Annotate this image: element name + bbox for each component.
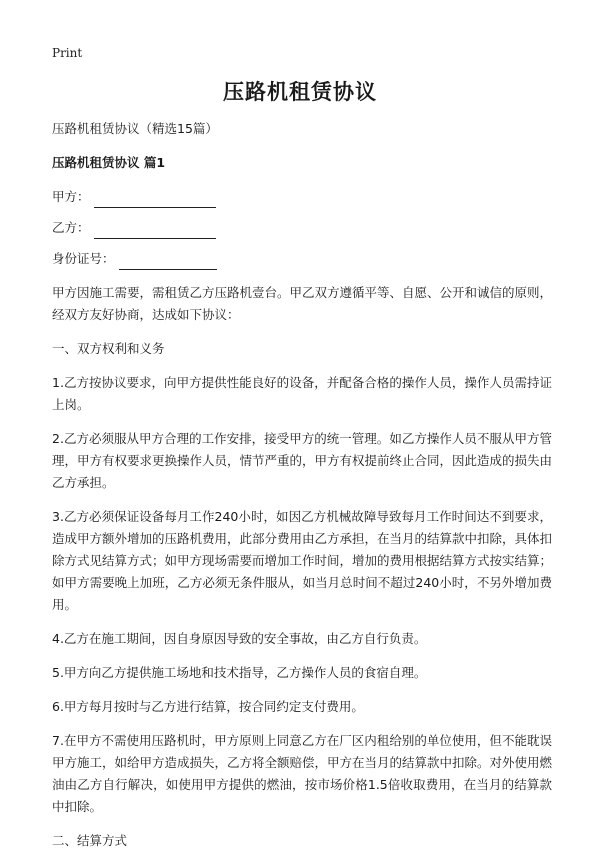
party-b-field xyxy=(52,217,552,239)
clause-5: 5.甲方向乙方提供施工场地和技术指导，乙方操作人员的食宿自理。 xyxy=(52,665,427,680)
clause-7: 7.在甲方不需使用压路机时，甲方原则上同意乙方在厂区内租给别的单位使用，但不能耽误甲方施工，如给甲方造成损失，乙方将全额赔偿，甲方在当月的结算款中扣除。对外使用燃油由乙方自行解决，如使用甲方提供的燃油，按市场价格1.5倍收取费用，在当月的结算款中扣除。 xyxy=(52,733,553,814)
clause-1: 1.乙方按协议要求，向甲方提供性能良好的设备，并配备合格的操作人员，操作人员需持证上岗。 xyxy=(52,375,552,412)
id-number-field xyxy=(52,248,552,270)
print-link[interactable]: Print xyxy=(52,46,83,60)
document-subtitle: 压路机租赁协议（精选15篇） xyxy=(52,121,218,136)
clause-6: 6.甲方每月按时与乙方进行结算，按合同约定支付费用。 xyxy=(52,699,364,714)
party-b-blank xyxy=(94,222,216,239)
document-body xyxy=(52,118,552,864)
party-a-label: 甲方： xyxy=(52,189,90,204)
heading-rights: 一、双方权利和义务 xyxy=(52,341,165,356)
party-a-blank xyxy=(94,191,216,208)
intro-paragraph: 甲方因施工需要，需租赁乙方压路机壹台。甲乙双方遵循平等、自愿、公开和诚信的原则，经双方友好协商，达成如下协议： xyxy=(52,285,553,322)
party-b-label: 乙方： xyxy=(52,220,90,235)
clause-3: 3.乙方必须保证设备每月工作240小时，如因乙方机械故障导致每月工作时间达不到要求，造成甲方额外增加的压路机费用，此部分费用由乙方承担，在当月的结算款中扣除，具体扣除方式见结算方式；如甲方现场需要而增加工作时间，增加的费用根据结算方式按实结算；如甲方需要晚上加班，乙方必须无条件服从，如当月总时间不超过240小时，不另外增加费用。 xyxy=(52,509,553,612)
heading-settlement: 二、结算方式 xyxy=(52,833,128,848)
clause-2: 2.乙方必须服从甲方合理的工作安排，接受甲方的统一管理。如乙方操作人员不服从甲方管理，甲方有权要求更换操作人员，情节严重的，甲方有权提前终止合同，因此造成的损失由乙方承担。 xyxy=(52,431,553,490)
clause-4: 4.乙方在施工期间，因自身原因导致的安全事故，由乙方自行负责。 xyxy=(52,631,427,646)
id-number-blank xyxy=(119,253,217,270)
section-title: 压路机租赁协议 篇1 xyxy=(52,155,166,170)
id-number-label: 身份证号： xyxy=(52,251,115,266)
party-a-field xyxy=(52,186,552,208)
page-title: 压路机租赁协议 xyxy=(223,80,377,104)
